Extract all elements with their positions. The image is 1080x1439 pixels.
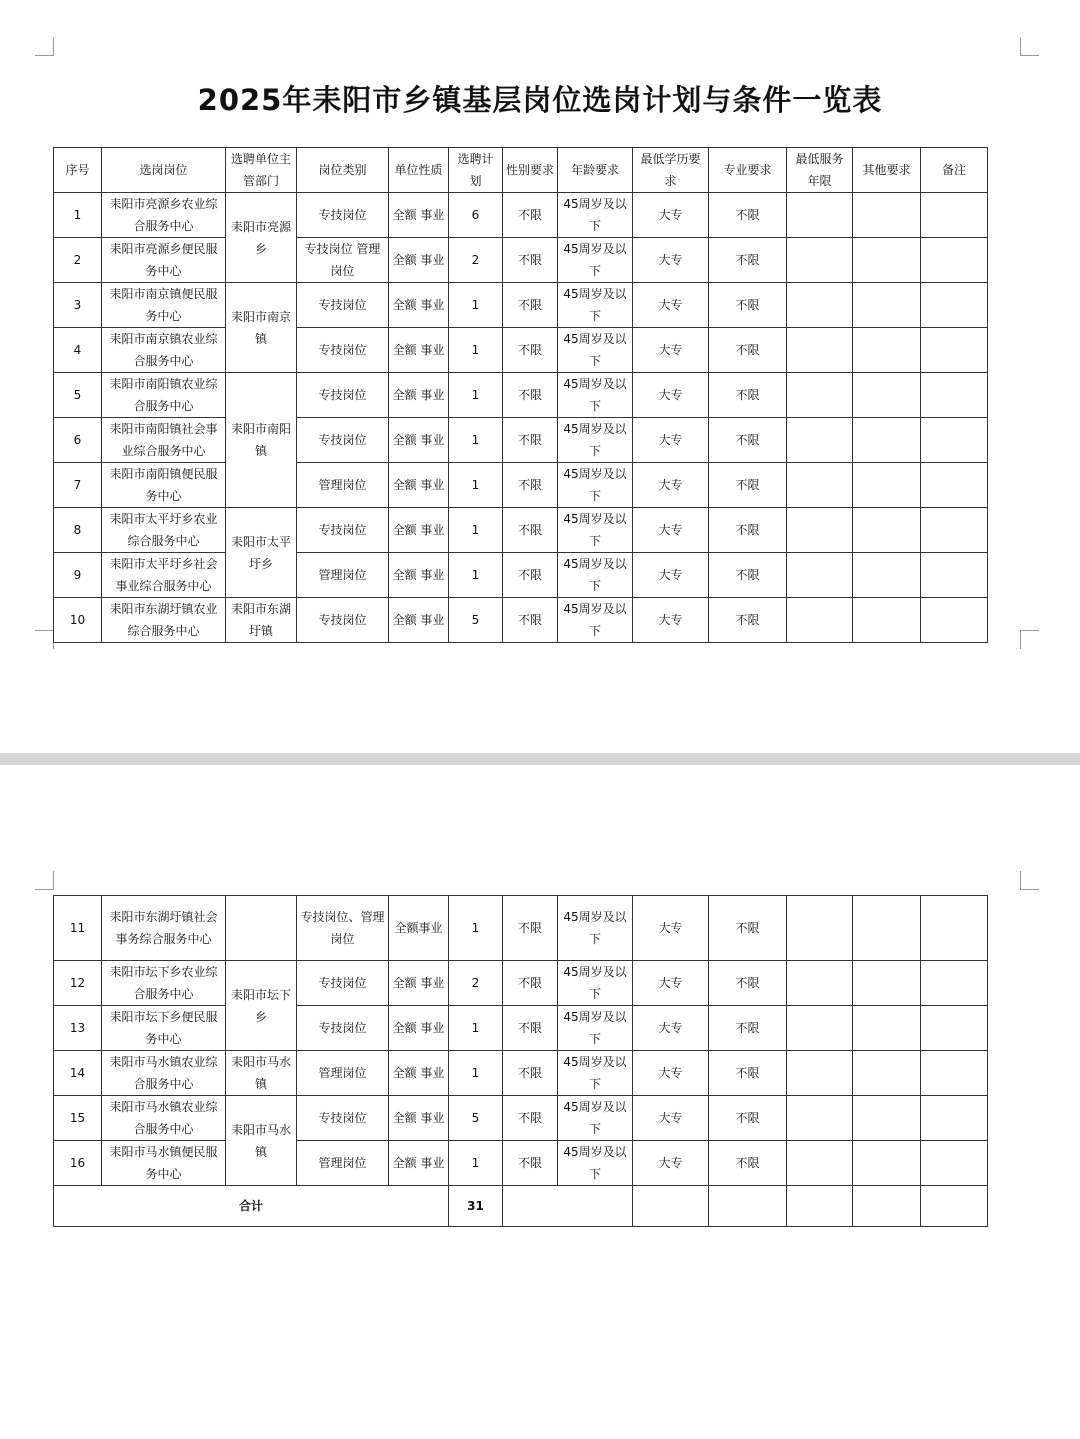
education-cell: 大专 (633, 961, 709, 1006)
education-cell: 大专 (633, 508, 709, 553)
other-requirements-cell (853, 508, 921, 553)
education-cell: 大专 (633, 553, 709, 598)
table-cell (503, 1186, 633, 1227)
other-requirements-cell (853, 598, 921, 643)
remarks-cell (921, 1051, 988, 1096)
age-cell: 45周岁及以下 (558, 508, 633, 553)
positions-table-page-1 (53, 147, 988, 643)
plan-count-cell: 5 (449, 598, 503, 643)
plan-count-cell: 2 (449, 961, 503, 1006)
remarks-cell (921, 598, 988, 643)
unit-nature-cell: 全额 事业 (389, 463, 449, 508)
header-cell: 选岗岗位 (102, 148, 226, 193)
row-number-cell: 7 (54, 463, 102, 508)
remarks-cell (921, 418, 988, 463)
age-cell: 45周岁及以下 (558, 328, 633, 373)
row-number-cell: 16 (54, 1141, 102, 1186)
education-cell: 大专 (633, 1141, 709, 1186)
plan-count-cell: 6 (449, 193, 503, 238)
gender-cell: 不限 (503, 1051, 558, 1096)
position-name-cell: 耒阳市马水镇农业综合服务中心 (102, 1096, 226, 1141)
education-cell: 大专 (633, 1096, 709, 1141)
age-cell: 45周岁及以下 (558, 1051, 633, 1096)
unit-nature-cell: 全额 事业 (389, 328, 449, 373)
position-name-cell: 耒阳市马水镇便民服务中心 (102, 1141, 226, 1186)
table-row (54, 1096, 988, 1141)
position-name-cell: 耒阳市南京镇便民服务中心 (102, 283, 226, 328)
category-cell: 管理岗位 (297, 1051, 389, 1096)
department-cell (226, 896, 297, 961)
major-cell: 不限 (709, 1096, 787, 1141)
remarks-cell (921, 283, 988, 328)
unit-nature-cell: 全额 事业 (389, 373, 449, 418)
major-cell: 不限 (709, 1006, 787, 1051)
gender-cell: 不限 (503, 553, 558, 598)
other-requirements-cell (853, 1096, 921, 1141)
table-row (54, 193, 988, 238)
header-cell: 备注 (921, 148, 988, 193)
education-cell: 大专 (633, 193, 709, 238)
gender-cell: 不限 (503, 418, 558, 463)
plan-count-cell: 1 (449, 1141, 503, 1186)
other-requirements-cell (853, 896, 921, 961)
category-cell: 专技岗位 (297, 1096, 389, 1141)
other-requirements-cell (853, 1141, 921, 1186)
unit-nature-cell: 全额 事业 (389, 1141, 449, 1186)
header-cell: 其他要求 (853, 148, 921, 193)
gender-cell: 不限 (503, 1096, 558, 1141)
gender-cell: 不限 (503, 463, 558, 508)
other-requirements-cell (853, 418, 921, 463)
remarks-cell (921, 1006, 988, 1051)
table-row (54, 238, 988, 283)
service-years-cell (787, 508, 853, 553)
position-name-cell: 耒阳市亮源乡便民服务中心 (102, 238, 226, 283)
other-requirements-cell (853, 193, 921, 238)
gender-cell: 不限 (503, 598, 558, 643)
table-row (54, 598, 988, 643)
unit-nature-cell: 全额 事业 (389, 1096, 449, 1141)
other-requirements-cell (853, 328, 921, 373)
table-row (54, 508, 988, 553)
crop-mark (35, 630, 54, 649)
row-number-cell: 9 (54, 553, 102, 598)
table-row (54, 1141, 988, 1186)
plan-count-cell: 1 (449, 896, 503, 961)
other-requirements-cell (853, 238, 921, 283)
unit-nature-cell: 全额 事业 (389, 238, 449, 283)
table-cell (709, 1186, 787, 1227)
major-cell: 不限 (709, 961, 787, 1006)
education-cell: 大专 (633, 283, 709, 328)
gender-cell: 不限 (503, 283, 558, 328)
major-cell: 不限 (709, 463, 787, 508)
age-cell: 45周岁及以下 (558, 373, 633, 418)
crop-mark (1020, 630, 1039, 649)
category-cell: 专技岗位 (297, 418, 389, 463)
plan-count-cell: 2 (449, 238, 503, 283)
remarks-cell (921, 238, 988, 283)
position-name-cell: 耒阳市坛下乡便民服务中心 (102, 1006, 226, 1051)
service-years-cell (787, 373, 853, 418)
major-cell: 不限 (709, 283, 787, 328)
table-row (54, 328, 988, 373)
plan-count-cell: 1 (449, 283, 503, 328)
plan-count-cell: 1 (449, 553, 503, 598)
category-cell: 专技岗位 (297, 961, 389, 1006)
major-cell: 不限 (709, 896, 787, 961)
age-cell: 45周岁及以下 (558, 1141, 633, 1186)
service-years-cell (787, 553, 853, 598)
plan-count-cell: 1 (449, 463, 503, 508)
page-separator (0, 753, 1080, 765)
department-cell: 耒阳市太平圩乡 (226, 508, 297, 598)
other-requirements-cell (853, 283, 921, 328)
table-row (54, 1051, 988, 1096)
remarks-cell (921, 961, 988, 1006)
service-years-cell (787, 1006, 853, 1051)
position-name-cell: 耒阳市太平圩乡农业综合服务中心 (102, 508, 226, 553)
age-cell: 45周岁及以下 (558, 896, 633, 961)
age-cell: 45周岁及以下 (558, 961, 633, 1006)
row-number-cell: 11 (54, 896, 102, 961)
row-number-cell: 13 (54, 1006, 102, 1051)
unit-nature-cell: 全额 事业 (389, 283, 449, 328)
department-cell: 耒阳市南京镇 (226, 283, 297, 373)
age-cell: 45周岁及以下 (558, 1096, 633, 1141)
gender-cell: 不限 (503, 1006, 558, 1051)
category-cell: 专技岗位 (297, 193, 389, 238)
table-row (54, 418, 988, 463)
service-years-cell (787, 896, 853, 961)
category-cell: 专技岗位 管理岗位 (297, 238, 389, 283)
age-cell: 45周岁及以下 (558, 193, 633, 238)
major-cell: 不限 (709, 553, 787, 598)
education-cell: 大专 (633, 1051, 709, 1096)
remarks-cell (921, 553, 988, 598)
education-cell: 大专 (633, 896, 709, 961)
education-cell: 大专 (633, 373, 709, 418)
position-name-cell: 耒阳市东湖圩镇社会事务综合服务中心 (102, 896, 226, 961)
education-cell: 大专 (633, 238, 709, 283)
department-cell: 耒阳市亮源乡 (226, 193, 297, 283)
remarks-cell (921, 193, 988, 238)
row-number-cell: 3 (54, 283, 102, 328)
category-cell: 专技岗位 (297, 1006, 389, 1051)
row-number-cell: 15 (54, 1096, 102, 1141)
education-cell: 大专 (633, 1006, 709, 1051)
plan-count-cell: 1 (449, 1051, 503, 1096)
crop-mark (1020, 871, 1039, 890)
service-years-cell (787, 1051, 853, 1096)
row-number-cell: 6 (54, 418, 102, 463)
row-number-cell: 14 (54, 1051, 102, 1096)
major-cell: 不限 (709, 1051, 787, 1096)
major-cell: 不限 (709, 373, 787, 418)
category-cell: 专技岗位 (297, 508, 389, 553)
service-years-cell (787, 238, 853, 283)
unit-nature-cell: 全额 事业 (389, 508, 449, 553)
row-number-cell: 10 (54, 598, 102, 643)
age-cell: 45周岁及以下 (558, 1006, 633, 1051)
plan-count-cell: 1 (449, 373, 503, 418)
education-cell: 大专 (633, 463, 709, 508)
header-cell: 岗位类别 (297, 148, 389, 193)
category-cell: 专技岗位、管理岗位 (297, 896, 389, 961)
position-name-cell: 耒阳市太平圩乡社会事业综合服务中心 (102, 553, 226, 598)
age-cell: 45周岁及以下 (558, 418, 633, 463)
row-number-cell: 5 (54, 373, 102, 418)
education-cell: 大专 (633, 598, 709, 643)
service-years-cell (787, 328, 853, 373)
remarks-cell (921, 1096, 988, 1141)
remarks-cell (921, 373, 988, 418)
department-cell: 耒阳市马水镇 (226, 1051, 297, 1096)
table-row (54, 961, 988, 1006)
service-years-cell (787, 463, 853, 508)
department-cell: 耒阳市南阳镇 (226, 373, 297, 508)
crop-mark (1020, 37, 1039, 56)
unit-nature-cell: 全额 事业 (389, 553, 449, 598)
gender-cell: 不限 (503, 896, 558, 961)
category-cell: 专技岗位 (297, 598, 389, 643)
other-requirements-cell (853, 1051, 921, 1096)
other-requirements-cell (853, 1006, 921, 1051)
plan-count-cell: 5 (449, 1096, 503, 1141)
unit-nature-cell: 全额 事业 (389, 1006, 449, 1051)
other-requirements-cell (853, 553, 921, 598)
position-name-cell: 耒阳市马水镇农业综合服务中心 (102, 1051, 226, 1096)
unit-nature-cell: 全额 事业 (389, 1051, 449, 1096)
header-cell: 性别要求 (503, 148, 558, 193)
unit-nature-cell: 全额 事业 (389, 193, 449, 238)
crop-mark (35, 37, 54, 56)
education-cell: 大专 (633, 328, 709, 373)
total-value: 31 (449, 1186, 503, 1227)
remarks-cell (921, 508, 988, 553)
position-name-cell: 耒阳市亮源乡农业综合服务中心 (102, 193, 226, 238)
gender-cell: 不限 (503, 373, 558, 418)
header-cell: 选聘单位主管部门 (226, 148, 297, 193)
age-cell: 45周岁及以下 (558, 283, 633, 328)
unit-nature-cell: 全额事业 (389, 896, 449, 961)
major-cell: 不限 (709, 238, 787, 283)
education-cell: 大专 (633, 418, 709, 463)
gender-cell: 不限 (503, 328, 558, 373)
gender-cell: 不限 (503, 508, 558, 553)
header-cell: 年龄要求 (558, 148, 633, 193)
service-years-cell (787, 1096, 853, 1141)
position-name-cell: 耒阳市坛下乡农业综合服务中心 (102, 961, 226, 1006)
age-cell: 45周岁及以下 (558, 553, 633, 598)
category-cell: 管理岗位 (297, 463, 389, 508)
remarks-cell (921, 463, 988, 508)
total-row (54, 1186, 988, 1227)
unit-nature-cell: 全额 事业 (389, 418, 449, 463)
age-cell: 45周岁及以下 (558, 598, 633, 643)
category-cell: 管理岗位 (297, 1141, 389, 1186)
plan-count-cell: 1 (449, 418, 503, 463)
category-cell: 管理岗位 (297, 553, 389, 598)
header-cell: 最低学历要求 (633, 148, 709, 193)
position-name-cell: 耒阳市南阳镇社会事业综合服务中心 (102, 418, 226, 463)
document-title: 2025年耒阳市乡镇基层岗位选岗计划与条件一览表 (197, 83, 883, 117)
remarks-cell (921, 328, 988, 373)
table-cell (921, 1186, 988, 1227)
header-cell: 选聘计划 (449, 148, 503, 193)
plan-count-cell: 1 (449, 508, 503, 553)
table-row (54, 1006, 988, 1051)
remarks-cell (921, 1141, 988, 1186)
table-header-row (54, 148, 988, 193)
major-cell: 不限 (709, 1141, 787, 1186)
row-number-cell: 12 (54, 961, 102, 1006)
table-cell (853, 1186, 921, 1227)
service-years-cell (787, 193, 853, 238)
major-cell: 不限 (709, 598, 787, 643)
category-cell: 专技岗位 (297, 373, 389, 418)
major-cell: 不限 (709, 418, 787, 463)
department-cell: 耒阳市坛下乡 (226, 961, 297, 1051)
row-number-cell: 8 (54, 508, 102, 553)
service-years-cell (787, 418, 853, 463)
document-page-2 (0, 765, 1080, 1439)
table-row (54, 373, 988, 418)
position-name-cell: 耒阳市东湖圩镇农业综合服务中心 (102, 598, 226, 643)
gender-cell: 不限 (503, 238, 558, 283)
major-cell: 不限 (709, 508, 787, 553)
unit-nature-cell: 全额 事业 (389, 961, 449, 1006)
service-years-cell (787, 961, 853, 1006)
category-cell: 专技岗位 (297, 283, 389, 328)
plan-count-cell: 1 (449, 1006, 503, 1051)
position-name-cell: 耒阳市南京镇农业综合服务中心 (102, 328, 226, 373)
category-cell: 专技岗位 (297, 328, 389, 373)
table-row (54, 896, 988, 961)
department-cell: 耒阳市马水镇 (226, 1096, 297, 1186)
age-cell: 45周岁及以下 (558, 238, 633, 283)
gender-cell: 不限 (503, 1141, 558, 1186)
row-number-cell: 2 (54, 238, 102, 283)
position-name-cell: 耒阳市南阳镇农业综合服务中心 (102, 373, 226, 418)
row-number-cell: 4 (54, 328, 102, 373)
table-cell (787, 1186, 853, 1227)
other-requirements-cell (853, 961, 921, 1006)
service-years-cell (787, 598, 853, 643)
plan-count-cell: 1 (449, 328, 503, 373)
major-cell: 不限 (709, 328, 787, 373)
service-years-cell (787, 1141, 853, 1186)
department-cell: 耒阳市东湖圩镇 (226, 598, 297, 643)
remarks-cell (921, 896, 988, 961)
gender-cell: 不限 (503, 193, 558, 238)
positions-table-page-2 (53, 895, 988, 1227)
header-cell: 最低服务年限 (787, 148, 853, 193)
total-label: 合计 (54, 1186, 449, 1227)
table-cell (633, 1186, 709, 1227)
header-cell: 序号 (54, 148, 102, 193)
table-row (54, 553, 988, 598)
crop-mark (35, 871, 54, 890)
table-row (54, 463, 988, 508)
unit-nature-cell: 全额 事业 (389, 598, 449, 643)
header-cell: 单位性质 (389, 148, 449, 193)
major-cell: 不限 (709, 193, 787, 238)
row-number-cell: 1 (54, 193, 102, 238)
gender-cell: 不限 (503, 961, 558, 1006)
other-requirements-cell (853, 373, 921, 418)
header-cell: 专业要求 (709, 148, 787, 193)
service-years-cell (787, 283, 853, 328)
age-cell: 45周岁及以下 (558, 463, 633, 508)
other-requirements-cell (853, 463, 921, 508)
position-name-cell: 耒阳市南阳镇便民服务中心 (102, 463, 226, 508)
table-row (54, 283, 988, 328)
